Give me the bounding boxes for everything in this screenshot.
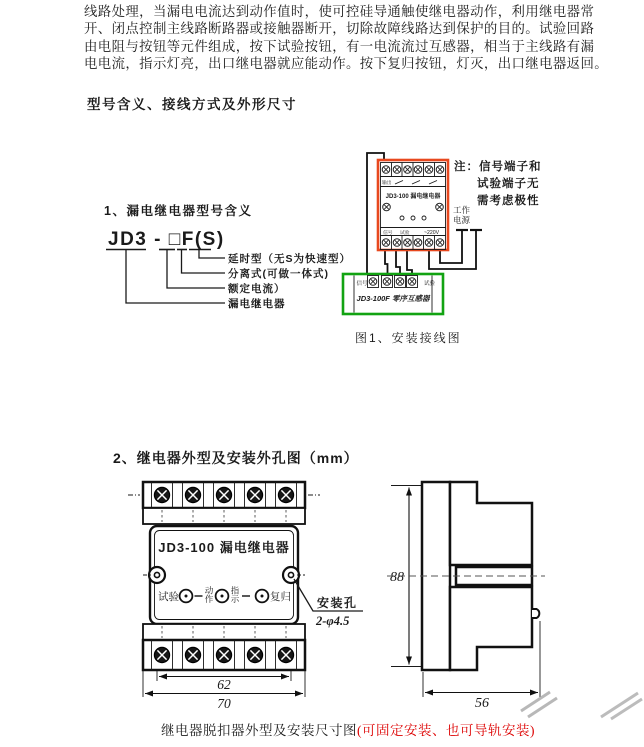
label-delay-type: 延时型（无S为快速型） <box>228 253 352 265</box>
screw-terminal-icon <box>436 239 444 247</box>
front-view <box>128 482 363 711</box>
hatch-mark <box>521 692 550 711</box>
side-lower-block <box>450 587 532 670</box>
screw-terminal-icon <box>382 166 390 174</box>
screw-icon <box>216 647 231 662</box>
signal-label: 信号 <box>383 231 393 236</box>
label-split-type: 分离式(可做一体式) <box>228 268 329 280</box>
label-rated-current: 额定电流） <box>228 283 286 295</box>
case-screw-icon <box>436 203 444 211</box>
case-screw-icon <box>383 203 391 211</box>
screw-terminal-icon <box>414 239 422 247</box>
working-power-line: 工作 <box>453 205 471 215</box>
screw-terminal-icon <box>393 239 401 247</box>
model-diagram-title: 1、漏电继电器型号含义 <box>104 204 253 218</box>
mounting-hole-icon <box>283 567 299 583</box>
screw-icon <box>247 647 262 662</box>
note-line: 需考虑极性 <box>477 195 540 207</box>
hatch-mark-bottom-right <box>598 686 644 720</box>
test-label: 试验 <box>400 231 410 236</box>
ct-signal-label: 信号 <box>356 281 368 287</box>
wiring-diagram <box>340 145 640 350</box>
action-label-char: 作 <box>204 594 214 604</box>
screw-terminal-icon <box>425 239 433 247</box>
rail-clip-hook <box>532 609 539 618</box>
formula-fork-lines <box>126 250 225 304</box>
intro-line: 电电流，指示灯亮，出口继电器就应能动作。按下复归按钮，灯灭，出口继电器返回。 <box>84 55 609 71</box>
screw-icon <box>154 487 169 502</box>
dimension-88 <box>390 486 422 667</box>
working-power-line: 电源 <box>453 215 471 225</box>
outline-drawing <box>125 478 585 718</box>
screw-terminal-icon <box>408 278 416 286</box>
action-indicator-icon <box>216 590 229 603</box>
figure1-caption: 图1、安装接线图 <box>355 331 462 345</box>
intro-line: 线路处理，当漏电电流达到动作值时，使可控硅导通触使继电器动作，利用继电器常 <box>84 4 595 19</box>
caption-red-text: (可固定安装、也可导轨安装) <box>357 723 535 738</box>
power-label: ~220V <box>424 230 440 236</box>
test-button-label: 试验 <box>158 591 179 603</box>
bottom-caption <box>70 719 626 739</box>
reset-button-label: 复归 <box>270 591 291 603</box>
dim-depth-value: 56 <box>475 696 489 711</box>
dim-height-value: 88 <box>390 570 404 585</box>
screw-icon <box>154 647 169 662</box>
screw-icon <box>278 647 293 662</box>
screw-icon <box>185 647 200 662</box>
screw-terminal-icon <box>425 166 433 174</box>
screw-terminal-icon <box>404 166 412 174</box>
side-upper-block <box>450 482 532 565</box>
relay-nameplate: JD3-100 漏电继电器 <box>385 194 441 200</box>
action-label-char: 动 <box>204 585 214 596</box>
indicate-label-char: 示 <box>230 594 240 604</box>
model-number-diagram <box>90 195 370 320</box>
screw-icon <box>185 487 200 502</box>
screw-terminal-icon <box>383 278 391 286</box>
model-formula: JD3 - □F(S) <box>108 229 225 250</box>
polarity-note <box>454 159 542 207</box>
test-button-icon <box>180 590 193 603</box>
mount-hole-label: 安装孔 <box>317 596 358 610</box>
intro-paragraph <box>84 3 609 72</box>
intro-line: 开、闭点控制主线路断路器或接触器断开，切除故障线路达到保护的目的。试验回路 <box>84 21 595 37</box>
mount-hole-size: 2-φ4.5 <box>316 614 350 628</box>
screw-terminal-icon <box>436 166 444 174</box>
side-view <box>387 482 557 717</box>
caption-text: 继电器脱扣器外型及安装尺寸图 <box>161 723 357 738</box>
label-relay-name: 漏电继电器 <box>228 298 286 310</box>
screw-terminal-icon <box>393 166 401 174</box>
indicate-label-char: 指 <box>230 585 240 596</box>
screw-terminal-icon <box>382 239 390 247</box>
screw-icon <box>216 487 231 502</box>
screw-icon <box>247 487 262 502</box>
relay-front-nameplate: JD3-100 漏电继电器 <box>158 540 290 555</box>
hatch-mark <box>528 698 557 717</box>
screw-terminal-icon <box>404 239 412 247</box>
screw-terminal-icon <box>414 166 422 174</box>
intro-line: 由电阻与按钮等元件组成，按下试验按钮，有一电流流过互感器，相当于主线路有漏 <box>84 38 595 54</box>
note-line: 试验端子无 <box>477 178 540 190</box>
dim-outer-width-value: 70 <box>217 696 231 711</box>
reset-button-icon <box>256 590 269 603</box>
screw-icon <box>278 487 293 502</box>
section-title-model: 型号含义、接线方式及外形尺寸 <box>87 97 297 112</box>
screw-terminal-icon <box>369 278 377 286</box>
dim-inner-width-value: 62 <box>217 677 231 692</box>
note-line: 注：信号端子和 <box>454 161 542 173</box>
ct-test-label: 试验 <box>424 281 436 287</box>
section-title-outline: 2、继电器外型及安装外孔图（mm） <box>113 450 359 466</box>
mounting-hole-icon <box>149 567 165 583</box>
output-label: 输出 <box>382 181 392 186</box>
screw-terminal-icon <box>396 278 404 286</box>
dimension-62 <box>157 671 291 692</box>
working-power-label <box>453 205 471 225</box>
ct-nameplate: JD3-100F 零序互感器 <box>356 294 430 303</box>
